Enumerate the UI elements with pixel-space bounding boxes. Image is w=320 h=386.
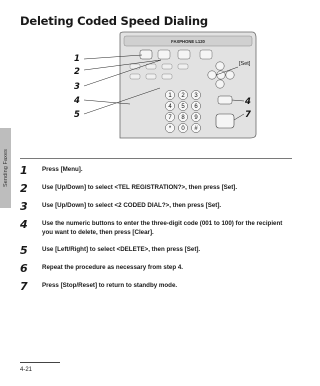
keypad-key-label: 3 — [194, 93, 198, 100]
callout-number: 5 — [74, 110, 80, 120]
down-button — [216, 80, 224, 88]
function-button — [130, 74, 140, 79]
footer-rule — [20, 362, 60, 363]
stop-reset-button — [216, 114, 234, 128]
keypad-key-label: 6 — [194, 104, 198, 111]
keypad-key-label: 2 — [181, 93, 185, 100]
menu-button — [140, 50, 152, 59]
steps-list — [20, 165, 290, 299]
function-button — [146, 74, 156, 79]
section-divider — [20, 158, 292, 159]
step-number: 7 — [20, 279, 28, 293]
step-item — [20, 281, 290, 292]
step-text: Use the numeric buttons to enter the three-digit code (001 to 100) for the recipient you want to delete, then press [Clear]. — [42, 220, 283, 236]
keypad-key-label: # — [194, 126, 198, 133]
step-item — [20, 183, 290, 194]
step-item — [20, 219, 290, 238]
step-text: Use [Up/Down] to select <2 CODED DIAL?>, then press [Set]. — [42, 202, 222, 209]
keypad-key-label: 5 — [181, 104, 185, 111]
function-button — [162, 74, 172, 79]
callout-number: 4 — [245, 97, 251, 107]
section-tab-label: Sending Faxes — [3, 149, 9, 187]
device-body — [120, 32, 256, 138]
keypad-key-label: 7 — [168, 115, 172, 122]
step-text: Use [Left/Right] to select <DELETE>, then press [Set]. — [42, 245, 201, 253]
step-item — [20, 263, 290, 274]
callout-number: 3 — [74, 82, 80, 92]
clear-button — [218, 96, 232, 104]
step-text: Press [Menu]. — [42, 166, 83, 173]
step-text: Repeat the procedure as necessary from step 4. — [42, 263, 183, 271]
top-button — [200, 50, 212, 59]
step-number: 4 — [20, 218, 28, 231]
control-panel-illustration — [60, 30, 260, 140]
page-number: 4-21 — [20, 367, 33, 373]
set-label: [Set] — [239, 61, 251, 67]
step-number: 3 — [20, 200, 28, 213]
step-number: 6 — [20, 261, 28, 275]
function-button — [162, 64, 172, 69]
right-button — [226, 71, 234, 79]
keypad-key-label: 1 — [168, 93, 172, 100]
callout-number: 7 — [245, 110, 251, 120]
function-button — [178, 64, 188, 69]
step-item — [20, 165, 290, 176]
keypad-key-label: 9 — [194, 115, 198, 122]
keypad-key-label: 0 — [181, 126, 185, 133]
device-label: FAXPHONE L120 — [171, 39, 205, 44]
step-text: Use [Up/Down] to select <TEL REGISTRATION?>, then press [Set]. — [42, 184, 238, 191]
page-title: Deleting Coded Speed Dialing — [20, 14, 208, 28]
top-button — [158, 50, 170, 59]
step-number: 2 — [20, 182, 28, 195]
top-button — [178, 50, 190, 59]
step-number: 5 — [20, 243, 28, 257]
keypad-key-label: 8 — [181, 115, 185, 122]
function-button — [130, 64, 140, 69]
step-number: 1 — [20, 164, 28, 177]
step-text: Press [Stop/Reset] to return to standby mode. — [42, 281, 178, 289]
left-button — [208, 71, 216, 79]
step-item — [20, 201, 290, 212]
keypad-key-label: * — [168, 126, 172, 133]
up-button — [216, 62, 224, 70]
keypad-key-label: 4 — [168, 104, 172, 111]
callout-number: 1 — [74, 54, 80, 64]
callout-number: 2 — [74, 67, 80, 77]
step-item — [20, 245, 290, 256]
callout-number: 4 — [74, 96, 80, 106]
